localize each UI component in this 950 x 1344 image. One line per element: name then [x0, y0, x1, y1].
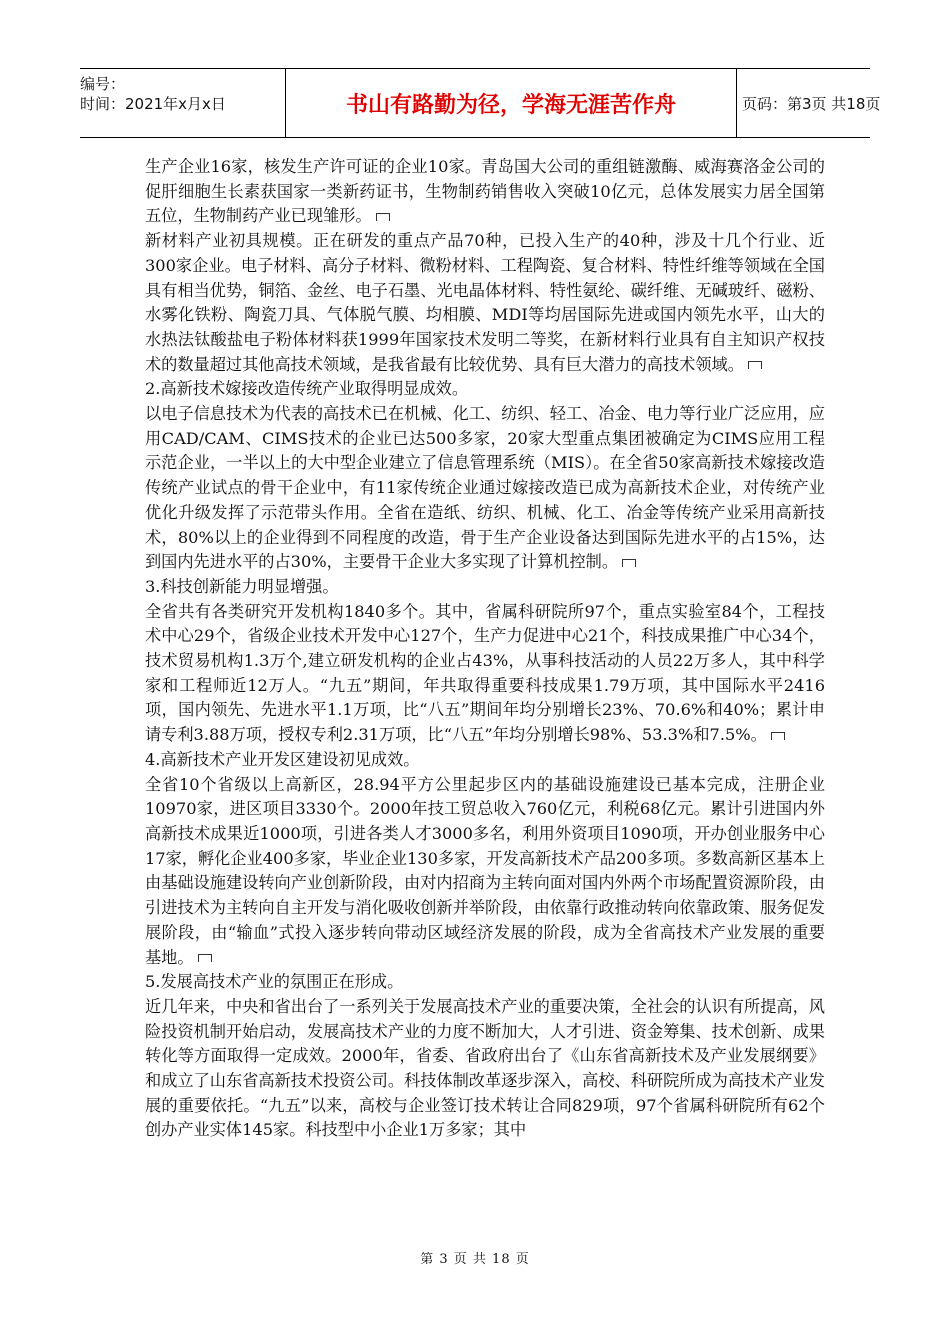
page-footer: 第 3 页 共 18 页 — [420, 1252, 530, 1267]
section-heading: 3.科技创新能力明显增强。 — [145, 576, 339, 596]
paragraph-mark-icon — [376, 213, 390, 221]
page-header — [80, 68, 881, 138]
paragraph-mark-icon — [771, 732, 785, 740]
document-time-label: 时间：2021年x月x日 — [80, 95, 226, 113]
paragraph: 全省10个省级以上高新区，28.94平方公里起步区内的基础设施建设已基本完成，注册企业10970家，进区项目3330个。2000年技工贸总收入760亿元，利税68亿元。累计引进国内外高新技术成果近1000项，引进各类人才3000多名，利用外资项目1090项，开办创业服务中心17家，孵化企业400多家，毕业企业130多家，开发高新技术产品200多项。多数高新区基本上由基础设施建设转向产业创新阶段，由对内招商为主转向面对国内外两个市场配置资源阶段，由引进技术为主转向自主开发与消化吸收创新并举阶段，由依靠行政推动转向依靠政策、服务促发展阶段，由“输血”式投入逐步转向带动区域经济发展的阶段，成为全省高技术产业发展的重要基地。 — [145, 774, 825, 967]
paragraph-mark-icon — [748, 361, 762, 369]
paragraph: 以电子信息技术为代表的高技术已在机械、化工、纺织、轻工、冶金、电力等行业广泛应用，应用CAD/CAM、CIMS技术的企业已达500多家，20家大型重点集团被确定为CIMS应用工程示范企业，一半以上的大中型企业建立了信息管理系统（MIS）。在全省50家高新技术嫁接改造传统产业试点的骨干企业中，有11家传统企业通过嫁接改造已成为高新技术企业，对传统产业优化升级发挥了示范带头作用。全省在造纸、纺织、机械、化工、冶金等传统产业采用高新技术，80%以上的企业得到不同程度的改造，骨于生产企业设备达到国际先进水平的占15%，达到国内先进水平的占30%，主要骨干企业大多实现了计算机控制。 — [145, 404, 825, 572]
paragraph-mark-icon — [198, 954, 212, 962]
paragraph: 新材料产业初具规模。正在研发的重点产品70种，已投入生产的40种，涉及十几个行业、近300家企业。电子材料、高分子材料、微粉材料、工程陶瓷、复合材料、特性纤维等领域在全国具有相当优势，铜箔、金丝、电子石墨、光电晶体材料、特性氨纶、碳纤维、无碱玻纤、磁粉、水雾化铁粉、陶瓷刀具、气体脱气膜、均相膜、MDI等均居国际先进或国内领先水平，山大的水热法钛酸盐电子粉体材料获1999年国家技术发明二等奖，在新材料行业具有自主知识产权技术的数量超过其他高技术领域，是我省最有比较优势、具有巨大潜力的高技术领域。 — [145, 231, 825, 374]
header-meta — [80, 69, 280, 137]
section-heading: 5.发展高技术产业的氛围正在形成。 — [145, 972, 404, 992]
paragraph: 近几年来，中央和省出台了一系列关于发展高技术产业的重要决策，全社会的认识有所提高，风险投资机制开始启动，发展高技术产业的力度不断加大，人才引进、资金筹集、技术创新、成果转化等方面取得一定成效。2000年，省委、省政府出台了《山东省高新技术及产业发展纲要》和成立了山东省高新技术投资公司。科技体制改革逐步深入，高校、科研院所成为高技术产业发展的重要依托。“九五”以来，高校与企业签订技术转让合同829项，97个省属科研院所有62个创办产业实体145家。科技型中小企业1万多家；其中 — [145, 996, 825, 1140]
section-heading: 2.高新技术嫁接改造传统产业取得明显成效。 — [145, 379, 469, 399]
header-motto: 书山有路勤为径，学海无涯苦作舟 — [285, 69, 737, 137]
document-body — [145, 155, 825, 1143]
document-number-label: 编号： — [80, 75, 126, 93]
paragraph: 生产企业16家，核发生产许可证的企业10家。青岛国大公司的重组链激酶、威海赛洛金公司的促肝细胞生长素获国家一类新药证书，生物制药销售收入突破10亿元，总体发展实力居全国第五位，生物制药产业已现雏形。 — [145, 157, 825, 226]
paragraph: 全省共有各类研究开发机构1840多个。其中，省属科研院所97个，重点实验室84个，工程技术中心29个，省级企业技术开发中心127个，生产力促进中心21个，科技成果推广中心34个，技术贸易机构1.3万个,建立研发机构的企业占43%，从事科技活动的人员22万多人，其中科学家和工程师近12万人。“九五”期间，年共取得重要科技成果1.79万项，其中国际水平2416项，国内领先、先进水平1.1万项，比“八五”期间年均分别增长23%、70.6%和40%；累计申请专利3.88万项，授权专利2.31万项，比“八五”年均分别增长98%、53.3%和7.5%。 — [145, 601, 825, 745]
section-heading: 4.高新技术产业开发区建设初见成效。 — [145, 749, 420, 769]
paragraph-mark-icon — [622, 559, 636, 567]
header-page-label: 页码：第3页 共18页 — [742, 94, 881, 113]
